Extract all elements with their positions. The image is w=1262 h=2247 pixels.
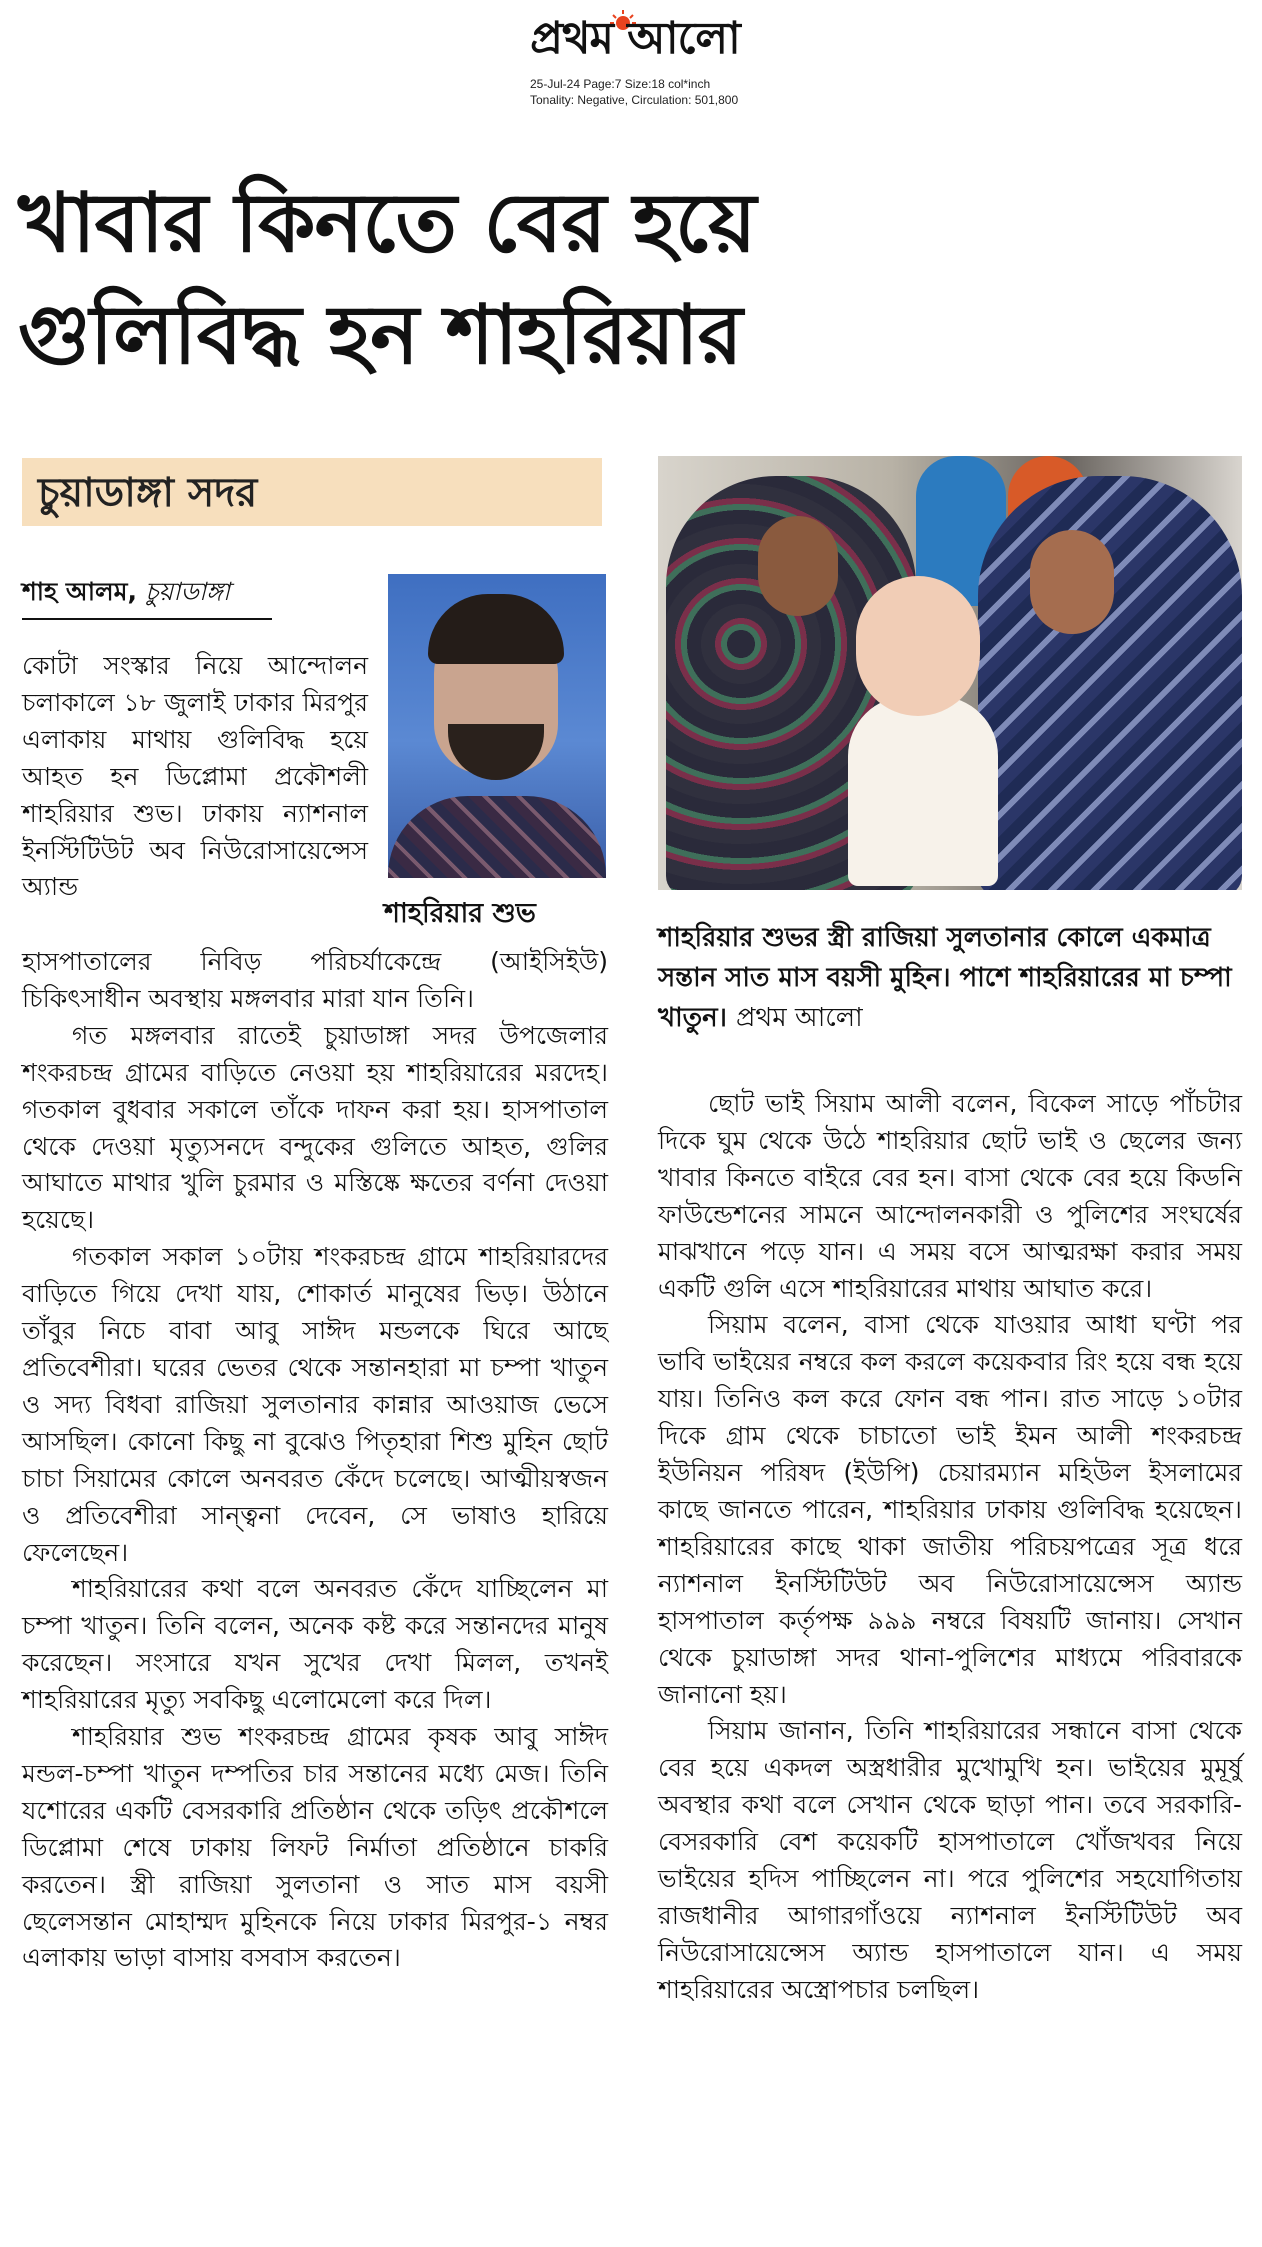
byline-place: চুয়াডাঙ্গা: [145, 577, 230, 606]
paragraph-8: সিয়াম জানান, তিনি শাহরিয়ারের সন্ধানে বাসা থেকে বের হয়ে একদল অস্ত্রধারীর মুখোমুখি হন। ভাইয়ের মুমূর্ষু অবস্থার কথা বলে সেখান থেকে ছাড়া পান। তবে সরকারি-বেসরকারি বেশ কয়েকটি হাসপাতালে খোঁজখবর নিয়ে ভাইয়ের হদিস পাচ্ছিলেন না। পরে পুলিশের সহযোগিতায় রাজধানীর আগারগাঁওয়ে ন্যাশনাল ইনস্টিটিউট অব নিউরোসায়েন্সেস অ্যান্ড হাসপাতালে যান। এ সময় শাহরিয়ারের অস্ত্রোপচার চলছিল।: [658, 1716, 1243, 2004]
paragraph-7: সিয়াম বলেন, বাসা থেকে যাওয়ার আধা ঘণ্টা পর ভাবি ভাইয়ের নম্বরে কল করলে কয়েকবার রিং হয়ে বন্ধ হয়ে যায়। তিনিও কল করে ফোন বন্ধ পান। রাত সাড়ে ১০টার দিকে গ্রাম থেকে চাচাতো ভাই ইমন আলী শংকরচন্দ্র ইউনিয়ন পরিষদ (ইউপি) চেয়ারম্যান মহিউল ইসলামের কাছে জানতে পারেন, শাহরিয়ার ঢাকায় গুলিবিদ্ধ হয়েছেন। শাহরিয়ারের কাছে থাকা জাতীয় পরিচয়পত্রের সূত্র ধরে ন্যাশনাল ইনস্টিটিউট অব নিউরোসায়েন্সেস অ্যান্ড হাসপাতাল কর্তৃপক্ষ ৯৯৯ নম্বরে বিষয়টি জানায়। সেখান থেকে চুয়াডাঙ্গা সদর থানা-পুলিশের মাধ্যমে পরিবারকে জানানো হয়।: [658, 1310, 1242, 1709]
body-column-left: [22, 944, 608, 1977]
paragraph-1-part-2: হাসপাতালের নিবিড় পরিচর্যাকেন্দ্রে (আইসিইউ) চিকিৎসাধীন অবস্থায় মঙ্গলবার মারা যান তিনি।: [22, 947, 608, 1013]
family-photo: [658, 456, 1242, 890]
paragraph-2: গত মঙ্গলবার রাতেই চুয়াডাঙ্গা সদর উপজেলার শংকরচন্দ্র গ্রামের বাড়িতে নেওয়া হয় শাহরিয়ারের মরদেহ। গতকাল বুধবার সকালে তাঁকে দাফন করা হয়। হাসপাতাল থেকে দেওয়া মৃত্যুসনদে বন্দুকের গুলিতে আহত, গুলির আঘাতে মাথার খুলি চুরমার ও মস্তিষ্কে ক্ষতের বর্ণনা দেওয়া হয়েছে।: [22, 1020, 608, 1235]
logo-text: প্রথম আলো: [530, 13, 740, 64]
headline-line-1: খাবার কিনতে বের হয়ে: [18, 176, 756, 271]
portrait-caption: শাহরিয়ার শুভ: [384, 898, 536, 929]
clipping-meta: [530, 76, 738, 108]
photo-caption: [658, 918, 1238, 1038]
body-column-left-top: [22, 648, 368, 906]
paragraph-3: গতকাল সকাল ১০টায় শংকরচন্দ্র গ্রামে শাহরিয়ারদের বাড়িতে গিয়ে দেখা যায়, শোকার্ত মানুষের ভিড়। উঠানে তাঁবুর নিচে বাবা আবু সাঈদ মন্ডলকে ঘিরে আছে প্রতিবেশীরা। ঘরের ভেতর থেকে সন্তানহারা মা চম্পা খাতুন ও সদ্য বিধবা রাজিয়া সুলতানার কান্নার আওয়াজ ভেসে আসছিল। কোনো কিছু না বুঝেও পিতৃহারা শিশু মুহিন ছোট চাচা সিয়ামের কোলে অনবরত কেঁদে চলেছে। আত্মীয়স্বজন ও প্রতিবেশীরা সান্ত্বনা দেবেন, সে ভাষাও হারিয়ে ফেলেছেন।: [22, 1242, 608, 1567]
paragraph-5: শাহরিয়ার শুভ শংকরচন্দ্র গ্রামের কৃষক আবু সাঈদ মন্ডল-চম্পা খাতুন দম্পতির চার সন্তানের মধ্যে মেজ। তিনি যশোরের একটি বেসরকারি প্রতিষ্ঠান থেকে তড়িৎ প্রকৌশলে ডিপ্লোমা শেষে ঢাকায় লিফট নির্মাতা প্রতিষ্ঠানে চাকরি করতেন। স্ত্রী রাজিয়া সুলতানা ও সাত মাস বয়সী ছেলেসন্তান মোহাম্মদ মুহিনকে নিয়ে ঢাকার মিরপুর-১ নম্বর এলাকায় ভাড়া বাসায় বসবাস করতেন।: [22, 1722, 608, 1973]
clipping-meta-line1: 25-Jul-24 Page:7 Size:18 col*inch: [530, 77, 711, 91]
prothom-alo-logo: [490, 8, 780, 70]
headline-line-2: গুলিবিদ্ধ হন শাহরিয়ার: [18, 288, 742, 383]
byline: [22, 570, 272, 620]
photo-caption-text: শাহরিয়ার শুভর স্ত্রী রাজিয়া সুলতানার কোলে একমাত্র সন্তান সাত মাস বয়সী মুহিন। পাশে শাহরিয়ারের মা চম্পা খাতুন।: [658, 923, 1232, 1033]
masthead: [0, 0, 1262, 120]
paragraph-6: ছোট ভাই সিয়াম আলী বলেন, বিকেল সাড়ে পাঁচটার দিকে ঘুম থেকে উঠে শাহরিয়ার ছোট ভাই ও ছেলের জন্য খাবার কিনতে বাইরে বের হন। বাসা থেকে বের হয়ে কিডনি ফাউন্ডেশনের সামনে আন্দোলনকারী ও পুলিশের সংঘর্ষের মাঝখানে পড়ে যান। এ সময় বসে আত্মরক্ষা করার সময় একটি গুলি এসে শাহরিয়ারের মাথায় আঘাত করে।: [658, 1089, 1242, 1303]
paragraph-4: শাহরিয়ারের কথা বলে অনবরত কেঁদে যাচ্ছিলেন মা চম্পা খাতুন। তিনি বলেন, অনেক কষ্ট করে সন্তানদের মানুষ করেছেন। সংসারে যখন সুখের দেখা মিলল, তখনই শাহরিয়ারের মৃত্যু সবকিছু এলোমেলো করে দিল।: [22, 1574, 608, 1715]
byline-name: শাহ আলম,: [22, 577, 138, 606]
section-label: [22, 458, 602, 526]
paragraph-1-part-1: কোটা সংস্কার নিয়ে আন্দোলন চলাকালে ১৮ জুলাই ঢাকার মিরপুর এলাকায় মাথায় গুলিবিদ্ধ হয়ে আহত হন ডিপ্লোমা প্রকৌশলী শাহরিয়ার শুভ। ঢাকায় ন্যাশনাল ইনস্টিটিউট অব নিউরোসায়েন্সেস অ্যান্ড: [22, 651, 368, 902]
article-headline: [18, 168, 1008, 392]
body-column-right: [658, 1086, 1242, 2009]
photo-credit: প্রথম আলো: [736, 1003, 863, 1033]
section-label-text: চুয়াডাঙ্গা সদর: [38, 470, 258, 516]
portrait-photo: [388, 574, 606, 878]
clipping-meta-line2: Tonality: Negative, Circulation: 501,800: [530, 93, 739, 107]
